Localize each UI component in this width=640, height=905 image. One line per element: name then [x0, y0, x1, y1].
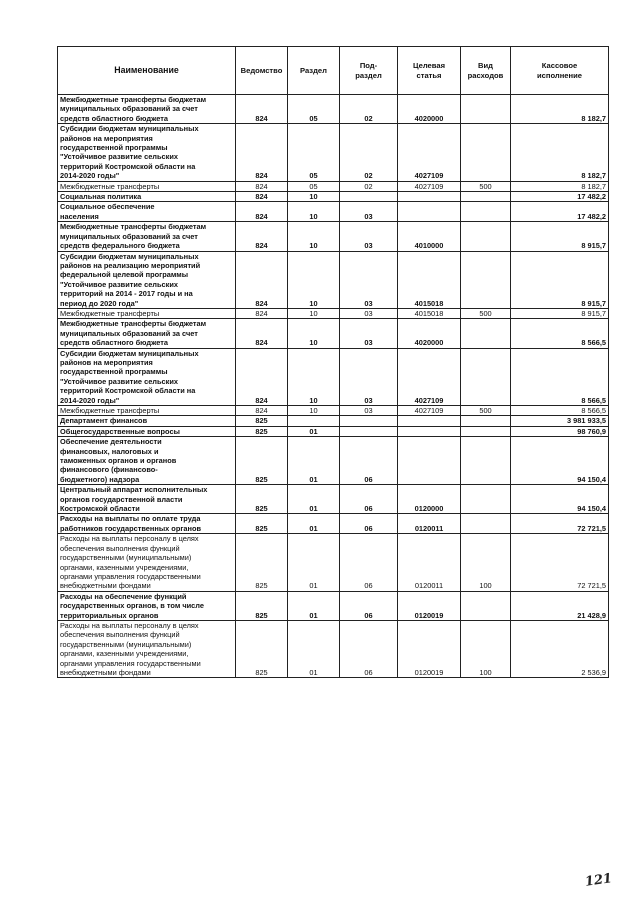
- row-name-cell: Расходы на выплаты по оплате труда работников государственных органов: [58, 514, 236, 534]
- row-section-cell: 10: [288, 192, 340, 202]
- table-row: [58, 181, 609, 191]
- row-sum-cell: 8 915,7: [511, 251, 609, 308]
- row-sum-cell: 98 760,9: [511, 426, 609, 436]
- row-name-cell: Социальная политика: [58, 192, 236, 202]
- row-subsection-cell: 02: [340, 181, 398, 191]
- table-row: [58, 95, 609, 124]
- row-type-cell: [461, 514, 511, 534]
- row-name-cell: Субсидии бюджетам муниципальных районов на мероприятия государственной программы "Устойчивое развитие сельских территорий Костромской области на 2014-2020 годы": [58, 348, 236, 405]
- table-row: [58, 416, 609, 426]
- row-article-cell: [398, 416, 461, 426]
- row-article-cell: 4020000: [398, 319, 461, 348]
- table-row: [58, 308, 609, 318]
- row-sum-cell: 72 721,5: [511, 514, 609, 534]
- row-name-cell: Общегосударственные вопросы: [58, 426, 236, 436]
- row-article-cell: 0120000: [398, 485, 461, 514]
- row-sum-cell: 94 150,4: [511, 485, 609, 514]
- table-row: [58, 319, 609, 348]
- table-row: [58, 202, 609, 222]
- row-subsection-cell: 06: [340, 485, 398, 514]
- row-name-cell: Центральный аппарат исполнительных органов государственной власти Костромской области: [58, 485, 236, 514]
- row-section-cell: 01: [288, 534, 340, 591]
- row-section-cell: 01: [288, 591, 340, 620]
- row-sum-cell: 8 182,7: [511, 95, 609, 124]
- header-row: [58, 47, 609, 95]
- row-dept-cell: 824: [236, 222, 288, 251]
- row-subsection-cell: 03: [340, 251, 398, 308]
- header-article: Целевая статья: [398, 47, 461, 95]
- row-section-cell: 01: [288, 485, 340, 514]
- row-dept-cell: 825: [236, 534, 288, 591]
- row-sum-cell: 17 482,2: [511, 202, 609, 222]
- row-dept-cell: 824: [236, 251, 288, 308]
- row-name-cell: Расходы на выплаты персоналу в целях обеспечения выполнения функций государственными (муниципальными) органами, казенными учреждениями, органами управления государственными внебюджетными фондами: [58, 620, 236, 677]
- row-article-cell: [398, 426, 461, 436]
- row-subsection-cell: 02: [340, 124, 398, 181]
- row-section-cell: 10: [288, 406, 340, 416]
- row-type-cell: 500: [461, 406, 511, 416]
- row-dept-cell: 824: [236, 348, 288, 405]
- row-name-cell: Межбюджетные трансферты: [58, 406, 236, 416]
- row-subsection-cell: 06: [340, 514, 398, 534]
- row-section-cell: 10: [288, 319, 340, 348]
- row-sum-cell: 94 150,4: [511, 437, 609, 485]
- row-type-cell: 100: [461, 534, 511, 591]
- row-subsection-cell: 06: [340, 437, 398, 485]
- row-name-cell: Расходы на выплаты персоналу в целях обеспечения выполнения функций государственными (муниципальными) органами, казенными учреждениями, органами управления государственными внебюджетными фондами: [58, 534, 236, 591]
- row-section-cell: 01: [288, 426, 340, 436]
- page-number: 121: [584, 871, 614, 890]
- row-sum-cell: 8 566,5: [511, 406, 609, 416]
- row-dept-cell: 824: [236, 319, 288, 348]
- table-row: [58, 534, 609, 591]
- row-subsection-cell: [340, 426, 398, 436]
- row-dept-cell: 825: [236, 591, 288, 620]
- table-row: [58, 222, 609, 251]
- row-type-cell: [461, 437, 511, 485]
- row-article-cell: 4027109: [398, 348, 461, 405]
- header-sum: Кассовое исполнение: [511, 47, 609, 95]
- row-dept-cell: 824: [236, 95, 288, 124]
- table-body: [58, 95, 609, 678]
- row-dept-cell: 824: [236, 192, 288, 202]
- row-dept-cell: 825: [236, 437, 288, 485]
- table-row: [58, 426, 609, 436]
- row-name-cell: Субсидии бюджетам муниципальных районов на реализацию мероприятий федеральной целевой программы "Устойчивое развитие сельских территорий на 2014 - 2017 годы и на период до 2020 года": [58, 251, 236, 308]
- table-row: [58, 124, 609, 181]
- row-sum-cell: 8 566,5: [511, 319, 609, 348]
- row-sum-cell: 3 981 933,5: [511, 416, 609, 426]
- row-article-cell: 0120011: [398, 534, 461, 591]
- row-dept-cell: 825: [236, 426, 288, 436]
- header-section: Раздел: [288, 47, 340, 95]
- row-section-cell: 01: [288, 514, 340, 534]
- row-name-cell: Межбюджетные трансферты: [58, 181, 236, 191]
- row-type-cell: [461, 426, 511, 436]
- row-type-cell: [461, 319, 511, 348]
- row-article-cell: 4027109: [398, 181, 461, 191]
- row-sum-cell: 8 566,5: [511, 348, 609, 405]
- table-row: [58, 591, 609, 620]
- row-name-cell: Департамент финансов: [58, 416, 236, 426]
- row-sum-cell: 8 182,7: [511, 181, 609, 191]
- table-row: [58, 620, 609, 677]
- row-name-cell: Социальное обеспечение населения: [58, 202, 236, 222]
- row-article-cell: 4015018: [398, 308, 461, 318]
- header-dept: Ведомство: [236, 47, 288, 95]
- row-name-cell: Обеспечение деятельности финансовых, налоговых и таможенных органов и органов финансового (финансово- бюджетного) надзора: [58, 437, 236, 485]
- row-article-cell: 4010000: [398, 222, 461, 251]
- row-subsection-cell: 06: [340, 591, 398, 620]
- row-section-cell: [288, 416, 340, 426]
- row-name-cell: Субсидии бюджетам муниципальных районов на мероприятия государственной программы "Устойчивое развитие сельских территорий Костромской области на 2014-2020 годы": [58, 124, 236, 181]
- row-type-cell: 500: [461, 308, 511, 318]
- row-article-cell: 0120019: [398, 620, 461, 677]
- header-subsection: Под- раздел: [340, 47, 398, 95]
- row-article-cell: 4027109: [398, 406, 461, 416]
- row-sum-cell: 2 536,9: [511, 620, 609, 677]
- row-name-cell: Расходы на обеспечение функций государственных органов, в том числе территориальных органов: [58, 591, 236, 620]
- row-type-cell: [461, 416, 511, 426]
- row-sum-cell: 17 482,2: [511, 192, 609, 202]
- row-subsection-cell: 06: [340, 620, 398, 677]
- row-type-cell: 100: [461, 620, 511, 677]
- row-section-cell: 10: [288, 251, 340, 308]
- row-sum-cell: 8 915,7: [511, 222, 609, 251]
- row-name-cell: Межбюджетные трансферты бюджетам муниципальных образований за счет средств областного бюджета: [58, 319, 236, 348]
- row-subsection-cell: 03: [340, 348, 398, 405]
- row-subsection-cell: 03: [340, 406, 398, 416]
- row-subsection-cell: 03: [340, 222, 398, 251]
- row-subsection-cell: 03: [340, 308, 398, 318]
- row-section-cell: 05: [288, 124, 340, 181]
- row-sum-cell: 8 915,7: [511, 308, 609, 318]
- row-name-cell: Межбюджетные трансферты бюджетам муниципальных образований за счет средств областного бюджета: [58, 95, 236, 124]
- row-type-cell: [461, 485, 511, 514]
- table-row: [58, 251, 609, 308]
- row-dept-cell: 824: [236, 181, 288, 191]
- row-dept-cell: 825: [236, 514, 288, 534]
- row-type-cell: [461, 192, 511, 202]
- row-article-cell: [398, 437, 461, 485]
- row-subsection-cell: 03: [340, 202, 398, 222]
- row-dept-cell: 825: [236, 416, 288, 426]
- row-section-cell: 01: [288, 620, 340, 677]
- table-row: [58, 348, 609, 405]
- row-article-cell: 0120019: [398, 591, 461, 620]
- row-article-cell: 4015018: [398, 251, 461, 308]
- table-row: [58, 437, 609, 485]
- row-section-cell: 01: [288, 437, 340, 485]
- table-row: [58, 192, 609, 202]
- row-subsection-cell: [340, 416, 398, 426]
- row-type-cell: [461, 124, 511, 181]
- row-subsection-cell: 03: [340, 319, 398, 348]
- row-article-cell: 4027109: [398, 124, 461, 181]
- header-name: Наименование: [58, 47, 236, 95]
- row-type-cell: [461, 202, 511, 222]
- table-row: [58, 406, 609, 416]
- budget-table: [57, 46, 609, 678]
- row-subsection-cell: [340, 192, 398, 202]
- row-section-cell: 10: [288, 202, 340, 222]
- row-dept-cell: 824: [236, 202, 288, 222]
- row-article-cell: [398, 202, 461, 222]
- row-subsection-cell: 06: [340, 534, 398, 591]
- row-section-cell: 05: [288, 95, 340, 124]
- table-row: [58, 485, 609, 514]
- row-dept-cell: 824: [236, 308, 288, 318]
- row-dept-cell: 825: [236, 620, 288, 677]
- row-sum-cell: 72 721,5: [511, 534, 609, 591]
- row-section-cell: 10: [288, 308, 340, 318]
- table-row: [58, 514, 609, 534]
- row-section-cell: 05: [288, 181, 340, 191]
- row-dept-cell: 824: [236, 124, 288, 181]
- header-type: Вид расходов: [461, 47, 511, 95]
- row-type-cell: [461, 222, 511, 251]
- row-type-cell: [461, 591, 511, 620]
- row-type-cell: [461, 95, 511, 124]
- row-subsection-cell: 02: [340, 95, 398, 124]
- row-sum-cell: 8 182,7: [511, 124, 609, 181]
- row-type-cell: [461, 348, 511, 405]
- row-section-cell: 10: [288, 222, 340, 251]
- row-name-cell: Межбюджетные трансферты: [58, 308, 236, 318]
- row-article-cell: 4020000: [398, 95, 461, 124]
- row-name-cell: Межбюджетные трансферты бюджетам муниципальных образований за счет средств федерального бюджета: [58, 222, 236, 251]
- row-sum-cell: 21 428,9: [511, 591, 609, 620]
- row-article-cell: 0120011: [398, 514, 461, 534]
- row-type-cell: 500: [461, 181, 511, 191]
- row-dept-cell: 824: [236, 406, 288, 416]
- row-section-cell: 10: [288, 348, 340, 405]
- row-article-cell: [398, 192, 461, 202]
- row-type-cell: [461, 251, 511, 308]
- row-dept-cell: 825: [236, 485, 288, 514]
